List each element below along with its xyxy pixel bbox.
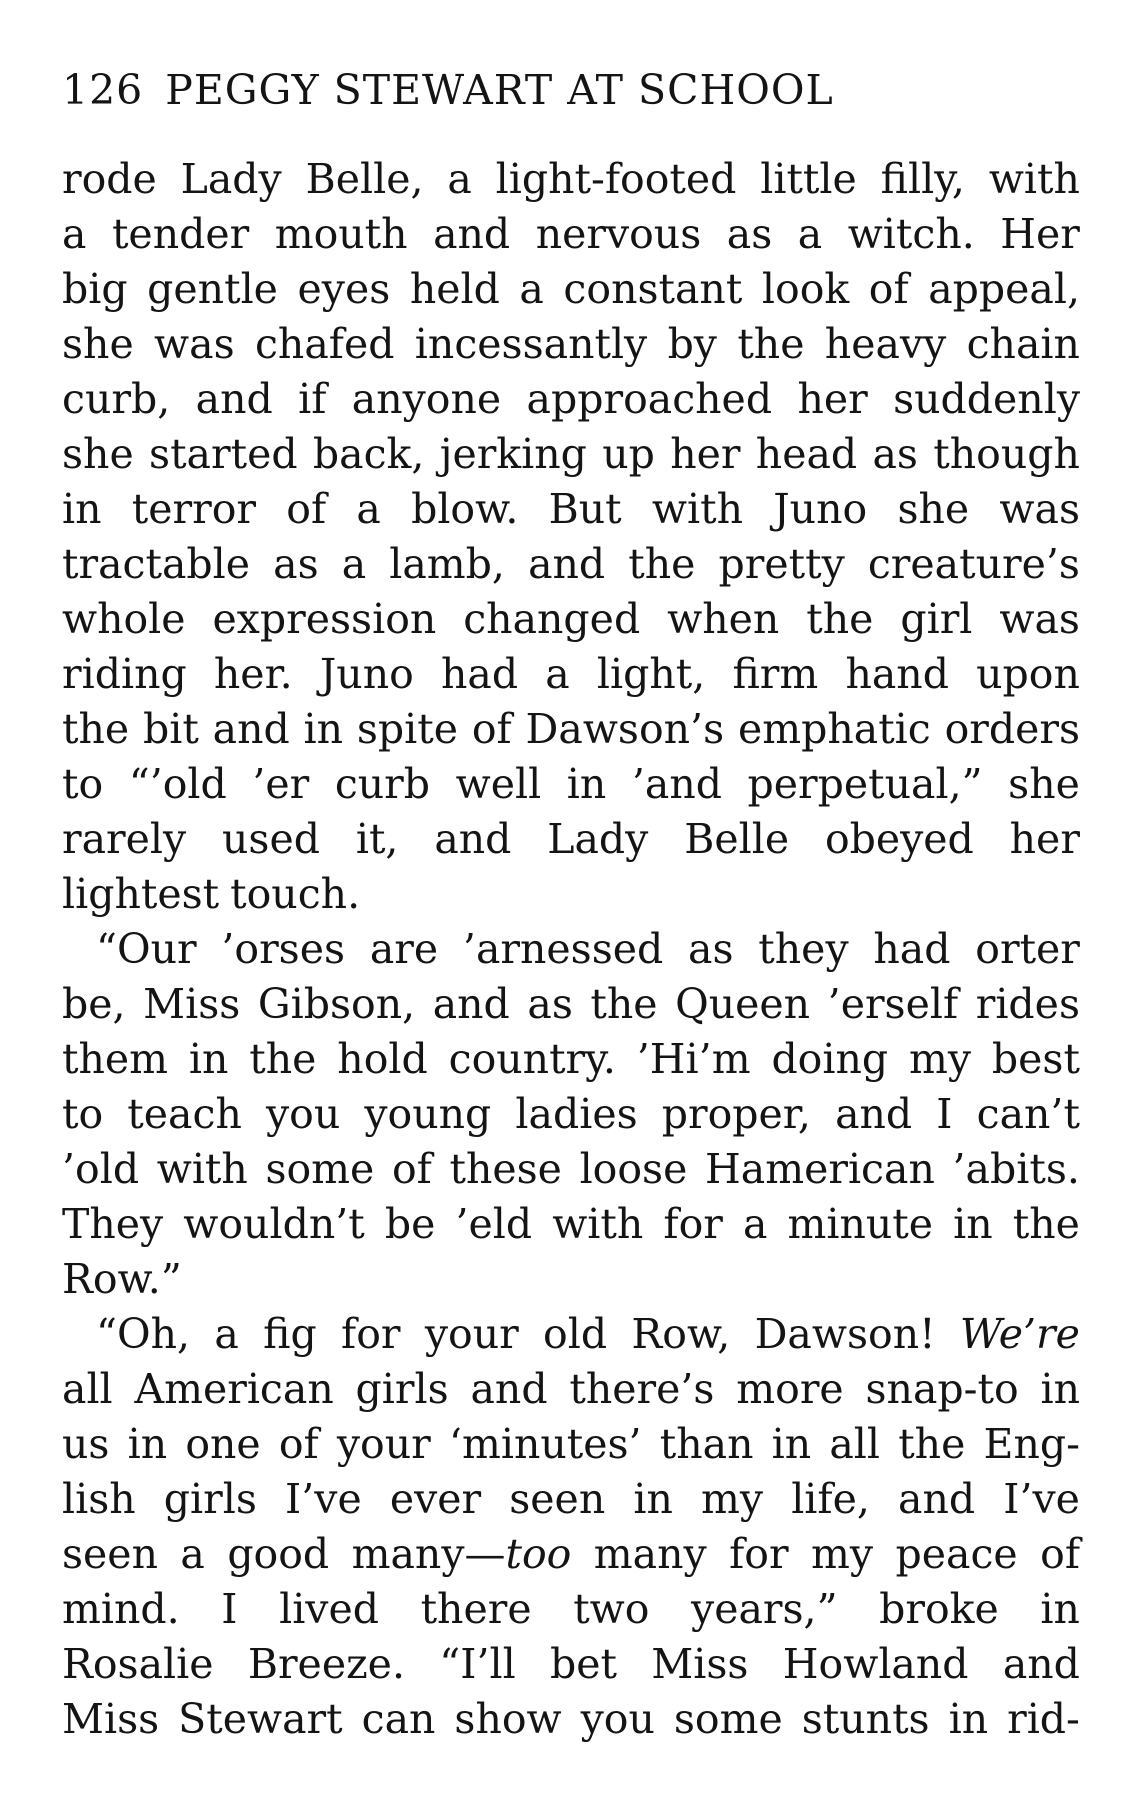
word: hold <box>337 1035 428 1083</box>
italic-text: too <box>505 1530 572 1578</box>
word: lived <box>279 1585 379 1633</box>
word: back, <box>312 430 425 478</box>
word: many—too <box>351 1530 572 1578</box>
text-line <box>62 702 1080 757</box>
word: some <box>673 1695 783 1743</box>
word: my <box>701 1475 764 1523</box>
word: suddenly <box>893 375 1080 423</box>
word: they <box>758 925 849 973</box>
word: my <box>909 1035 972 1083</box>
word: filly, <box>880 155 965 203</box>
word: her <box>797 375 868 423</box>
word: girls <box>163 1475 257 1523</box>
word: the <box>628 540 696 588</box>
word: your <box>424 1310 519 1358</box>
word: “Our <box>96 925 197 973</box>
word: constant <box>563 265 743 313</box>
word: chain <box>966 320 1080 368</box>
word: rid- <box>1007 1695 1080 1743</box>
word: a <box>356 485 381 533</box>
page-number: 126 <box>62 66 144 114</box>
word: firm <box>732 650 819 698</box>
word: she <box>62 320 134 368</box>
word: blow. <box>411 485 519 533</box>
text-line <box>62 1307 1080 1362</box>
word: all <box>62 1365 113 1413</box>
running-title: PEGGY STEWART AT SCHOOL <box>165 66 834 114</box>
word: Hamerican <box>705 1145 935 1193</box>
word: as <box>273 540 319 588</box>
word: these <box>449 1145 562 1193</box>
text-line <box>62 1252 1080 1307</box>
word: rides <box>975 980 1080 1028</box>
word: for <box>663 1200 723 1248</box>
word: ladies <box>515 1090 638 1138</box>
word: years,” <box>691 1585 838 1633</box>
word: be, <box>62 980 126 1028</box>
word: mouth <box>274 210 408 258</box>
word: lamb, <box>389 540 505 588</box>
word: her <box>1009 815 1080 863</box>
word: upon <box>976 650 1080 698</box>
word: them <box>62 1035 169 1083</box>
word: approached <box>526 375 773 423</box>
word: held <box>409 265 500 313</box>
word: I <box>221 1585 238 1633</box>
word: with <box>552 1200 644 1248</box>
text-line <box>62 1637 1080 1692</box>
text-line <box>62 207 1080 262</box>
word: there’s <box>569 1365 715 1413</box>
word: Eng- <box>983 1420 1080 1468</box>
text-line <box>62 1087 1080 1142</box>
word: Lady <box>180 155 282 203</box>
word: in <box>948 1695 989 1743</box>
word: lish <box>62 1475 136 1523</box>
word: American <box>134 1365 334 1413</box>
word: a <box>797 210 823 258</box>
word: Dawson’s <box>525 705 725 753</box>
word: Row.” <box>62 1255 182 1303</box>
word: show <box>454 1695 562 1743</box>
word: she <box>897 485 970 533</box>
word: two <box>573 1585 650 1633</box>
word: light-footed <box>495 155 737 203</box>
word: ’arnessed <box>462 925 664 973</box>
word: and <box>195 375 273 423</box>
text-line <box>62 152 1080 207</box>
word: nervous <box>535 210 702 258</box>
text-line <box>62 1582 1080 1637</box>
word: can’t <box>976 1090 1080 1138</box>
word: her <box>670 430 741 478</box>
word: hand <box>845 650 949 698</box>
word: riding <box>62 650 187 698</box>
word: us <box>62 1420 110 1468</box>
word: be <box>384 1200 436 1248</box>
word: touch. <box>230 870 361 918</box>
word: gentle <box>147 265 278 313</box>
word: Queen <box>675 980 811 1028</box>
word: up <box>602 430 655 478</box>
body-text <box>62 152 1080 1747</box>
word: the <box>737 320 805 368</box>
word: rode <box>62 155 157 203</box>
text-line <box>62 1527 1080 1582</box>
word: young <box>364 1090 492 1138</box>
word: was <box>999 485 1080 533</box>
word: ’and <box>631 760 722 808</box>
word: lightest <box>62 870 220 918</box>
text-line <box>62 1472 1080 1527</box>
text-line <box>62 537 1080 592</box>
word: of <box>868 265 909 313</box>
word: all <box>829 1420 881 1468</box>
text-line <box>62 647 1080 702</box>
text-line <box>62 1692 1080 1747</box>
word: in <box>633 1475 673 1523</box>
word: one <box>185 1420 261 1468</box>
word: Lady <box>547 815 649 863</box>
italic-text: We’re <box>959 1310 1080 1358</box>
word: to <box>62 760 104 808</box>
word: heavy <box>824 320 947 368</box>
word: Gibson, <box>257 980 416 1028</box>
word: there <box>420 1585 532 1633</box>
word: had <box>873 925 951 973</box>
word: light, <box>596 650 706 698</box>
word: look <box>761 265 850 313</box>
word: in <box>771 1420 812 1468</box>
text-line <box>62 262 1080 317</box>
word: in <box>566 760 607 808</box>
word: as <box>726 210 773 258</box>
word <box>960 1307 1080 1362</box>
word: with <box>156 1145 248 1193</box>
word: the <box>806 595 874 643</box>
word: the <box>590 980 658 1028</box>
word: ’er <box>252 760 310 808</box>
word: and <box>434 815 512 863</box>
word: of <box>1040 1530 1080 1578</box>
word: with <box>988 155 1080 203</box>
text-line <box>62 592 1080 647</box>
word: wouldn’t <box>183 1200 365 1248</box>
word: incessantly <box>414 320 648 368</box>
word: a <box>214 1310 239 1358</box>
word: and <box>432 980 510 1028</box>
word: Her <box>1000 210 1080 258</box>
word: in <box>188 1035 229 1083</box>
word: a <box>447 155 472 203</box>
word: of <box>471 705 512 753</box>
word: fig <box>263 1310 317 1358</box>
word: broke <box>879 1585 999 1633</box>
word: than <box>659 1420 754 1468</box>
word: you <box>265 1090 341 1138</box>
text-line <box>62 1362 1080 1417</box>
word: your <box>336 1420 431 1468</box>
word: good <box>227 1530 330 1578</box>
text-line <box>62 812 1080 867</box>
word: best <box>991 1035 1080 1083</box>
text-line <box>62 427 1080 482</box>
word: if <box>298 375 327 423</box>
word: snap-to <box>865 1365 1019 1413</box>
word: as <box>872 430 918 478</box>
word: Miss <box>62 1695 160 1743</box>
word: you <box>580 1695 655 1743</box>
word: Breeze. <box>247 1640 405 1688</box>
word: Howland <box>782 1640 969 1688</box>
word: witch. <box>847 210 975 258</box>
word: anyone <box>351 375 502 423</box>
word: some <box>265 1145 375 1193</box>
word: teach <box>127 1090 242 1138</box>
word: life, <box>791 1475 870 1523</box>
word: with <box>651 485 743 533</box>
word: it, <box>355 815 399 863</box>
word: she <box>1008 760 1080 808</box>
word: a <box>341 540 367 588</box>
word: mind. <box>62 1585 180 1633</box>
running-header <box>62 66 962 114</box>
word: girls <box>355 1365 449 1413</box>
word: But <box>548 485 622 533</box>
word: was <box>999 595 1080 643</box>
word: for <box>729 1530 789 1578</box>
word: and <box>898 1475 976 1523</box>
word: the <box>1012 1200 1080 1248</box>
word: Juno <box>773 485 868 533</box>
word: a <box>545 650 570 698</box>
word: as <box>527 980 573 1028</box>
word: ’orses <box>221 925 346 973</box>
word: chafed <box>254 320 395 368</box>
word: the <box>898 1420 966 1468</box>
word: tender <box>111 210 250 258</box>
word: orter <box>975 925 1080 973</box>
word: my <box>811 1530 874 1578</box>
word: many <box>593 1530 707 1578</box>
word: head <box>755 430 858 478</box>
word: of <box>391 1145 432 1193</box>
word: ‘minutes’ <box>448 1420 642 1468</box>
word: rarely <box>62 815 187 863</box>
word: They <box>62 1200 164 1248</box>
text-line <box>62 1032 1080 1087</box>
word: loose <box>579 1145 688 1193</box>
word: emphatic <box>737 705 931 753</box>
word: I <box>936 1090 953 1138</box>
text-line <box>62 482 1080 537</box>
word: “I’ll <box>439 1640 516 1688</box>
word: can <box>361 1695 436 1743</box>
word: started <box>149 430 298 478</box>
word: girl <box>900 595 973 643</box>
word: jerking <box>439 430 587 478</box>
text-line <box>62 317 1080 372</box>
word: big <box>62 265 128 313</box>
word: had <box>440 650 519 698</box>
word: and <box>835 1090 913 1138</box>
word: and <box>470 1365 548 1413</box>
word: a <box>519 265 544 313</box>
word: Juno <box>319 650 414 698</box>
word: country. <box>448 1035 616 1083</box>
word: ’erself <box>827 980 959 1028</box>
word: Row, <box>631 1310 731 1358</box>
word: Belle, <box>305 155 424 203</box>
word: Belle <box>684 815 790 863</box>
word: seen <box>509 1475 606 1523</box>
word: Miss <box>143 980 241 1028</box>
word: she <box>62 430 134 478</box>
word: ’old <box>62 1145 140 1193</box>
word: was <box>154 320 235 368</box>
word: by <box>667 320 717 368</box>
word: eyes <box>297 265 391 313</box>
word: and <box>212 705 290 753</box>
word: Rosalie <box>62 1640 214 1688</box>
word: in <box>127 1420 168 1468</box>
word: a <box>62 210 87 258</box>
word: I’ve <box>1003 1475 1080 1523</box>
word: “Oh, <box>96 1310 191 1358</box>
word: “’old <box>128 760 227 808</box>
text-line <box>62 867 1080 922</box>
word: her. <box>213 650 293 698</box>
word: ’Hi’m <box>636 1035 751 1083</box>
word: and <box>433 210 511 258</box>
word: terror <box>131 485 257 533</box>
word: well <box>455 760 542 808</box>
text-line <box>62 757 1080 812</box>
word: more <box>736 1365 844 1413</box>
word: creature’s <box>867 540 1080 588</box>
text-line <box>62 1142 1080 1197</box>
word: ever <box>389 1475 482 1523</box>
word: bit <box>142 705 199 753</box>
word: the <box>62 705 130 753</box>
word: old <box>543 1310 608 1358</box>
word: and <box>1002 1640 1080 1688</box>
word: seen <box>62 1530 158 1578</box>
word: spite <box>356 705 459 753</box>
word: ’eld <box>455 1200 533 1248</box>
word: when <box>667 595 780 643</box>
word: in <box>1040 1365 1080 1413</box>
word: and <box>528 540 606 588</box>
word: curb, <box>62 375 171 423</box>
word: Dawson! <box>754 1310 936 1358</box>
word: in <box>62 485 102 533</box>
word: used <box>222 815 320 863</box>
word: whole <box>62 595 186 643</box>
word: a <box>742 1200 768 1248</box>
word: pretty <box>718 540 845 588</box>
word: bet <box>550 1640 617 1688</box>
word: expression <box>212 595 437 643</box>
word: ’abits. <box>952 1145 1080 1193</box>
word: appeal, <box>928 265 1080 313</box>
word: perpetual,” <box>747 760 983 808</box>
text-line <box>62 372 1080 427</box>
word: orders <box>944 705 1080 753</box>
text-line <box>62 977 1080 1032</box>
word: little <box>760 155 857 203</box>
word: Miss <box>651 1640 749 1688</box>
word: peace <box>895 1530 1018 1578</box>
word: obeyed <box>824 815 974 863</box>
word: minute <box>787 1200 934 1248</box>
word: doing <box>771 1035 889 1083</box>
word: changed <box>463 595 641 643</box>
word: for <box>341 1310 401 1358</box>
word: of <box>286 485 327 533</box>
word: though <box>933 430 1080 478</box>
word: Stewart <box>178 1695 343 1743</box>
word: I’ve <box>285 1475 362 1523</box>
word: as <box>688 925 734 973</box>
word: are <box>369 925 439 973</box>
word: the <box>249 1035 317 1083</box>
word: of <box>278 1420 319 1468</box>
word: a <box>180 1530 205 1578</box>
word: stunts <box>801 1695 930 1743</box>
word: in <box>303 705 344 753</box>
word: to <box>62 1090 104 1138</box>
word: curb <box>334 760 431 808</box>
text-line <box>62 1197 1080 1252</box>
word: in <box>953 1200 993 1248</box>
word: tractable <box>62 540 251 588</box>
text-line <box>62 922 1080 977</box>
text-line <box>62 1417 1080 1472</box>
word: proper, <box>661 1090 811 1138</box>
word: in <box>1040 1585 1080 1633</box>
